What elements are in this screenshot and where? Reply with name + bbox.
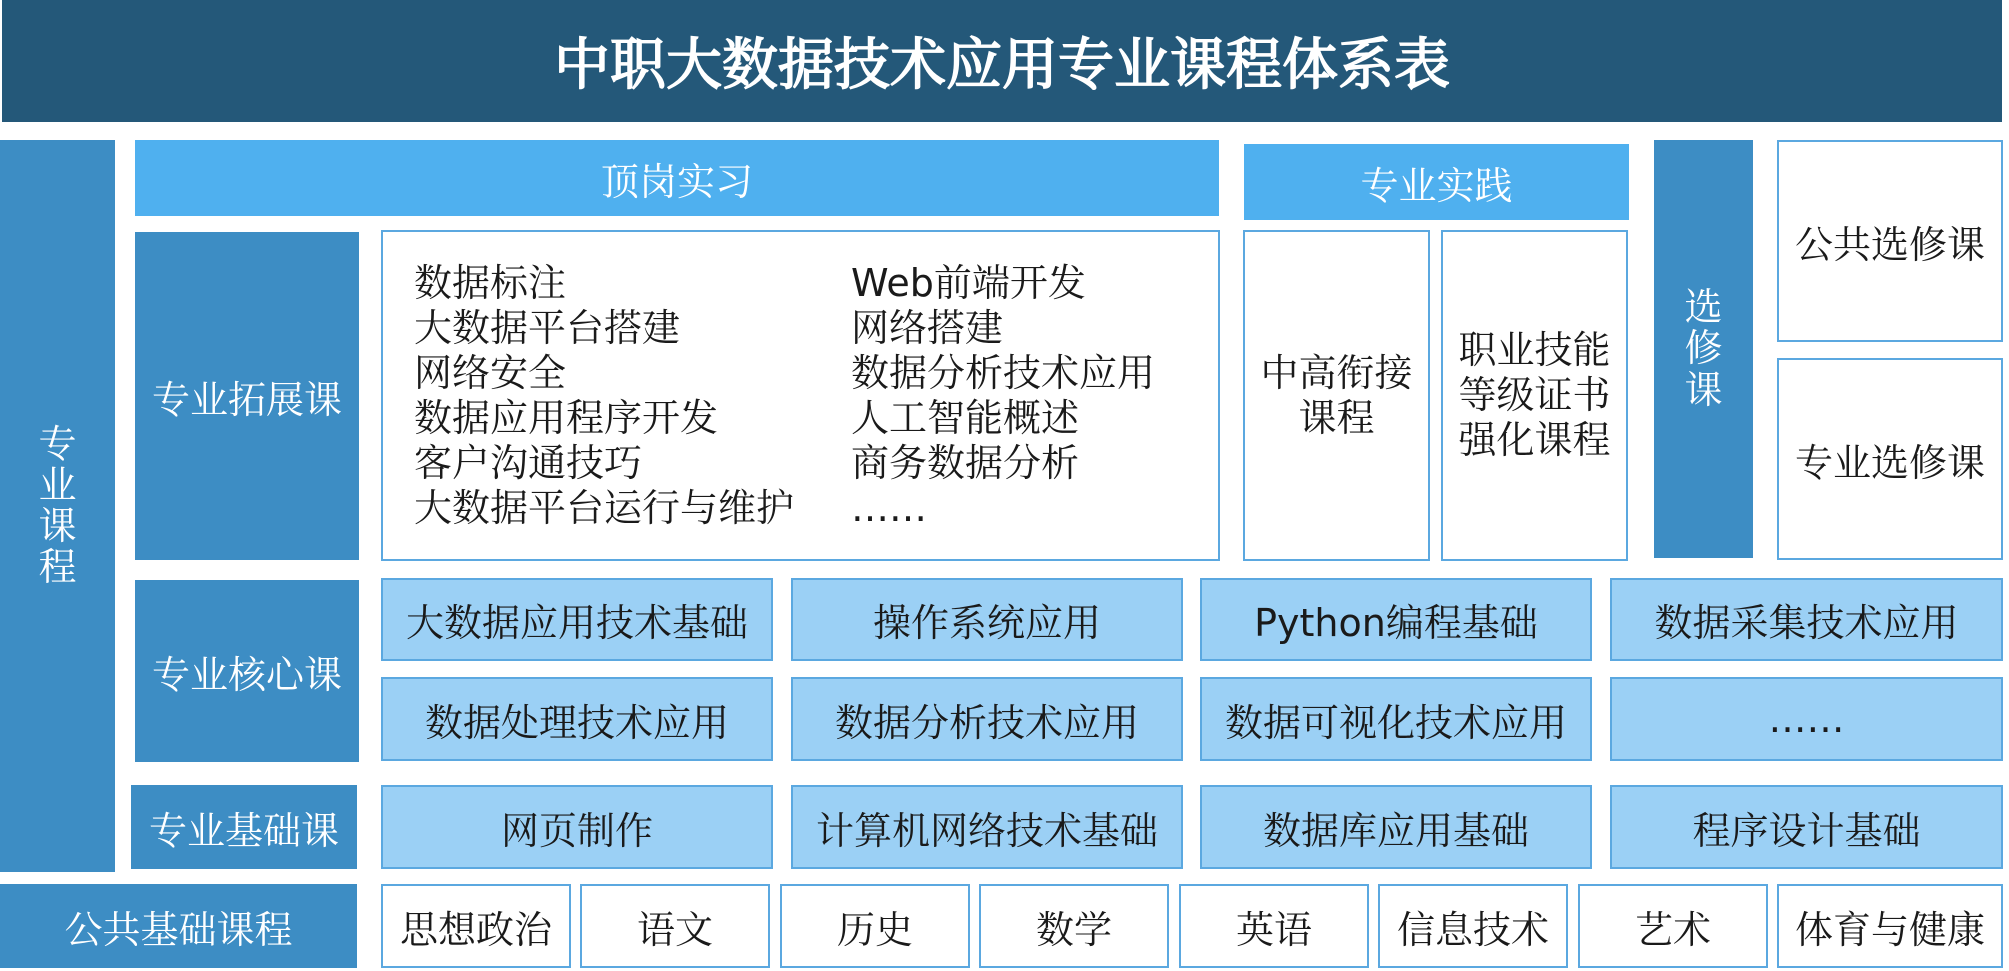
public-electives-box: 公共选修课 <box>1777 140 2003 342</box>
professional-courses-char <box>38 421 77 590</box>
extension-courses-label: 专业拓展课 <box>135 232 359 560</box>
vertical-label-char: 课 <box>1684 367 1723 412</box>
public-foundation-label: 公共基础课程 <box>0 884 357 968</box>
vertical-label-char: 课 <box>38 504 77 548</box>
bridge-course-line: 课程 <box>1298 395 1375 440</box>
core-course-item: 数据采集技术应用 <box>1610 578 2003 661</box>
list-item: …… <box>851 486 927 530</box>
public-course-item: 信息技术 <box>1378 884 1568 968</box>
public-course-item: 英语 <box>1179 884 1369 968</box>
list-item: 网络搭建 <box>851 306 1004 350</box>
foundation-course-item: 计算机网络技术基础 <box>791 785 1183 869</box>
vertical-label-char: 程 <box>38 545 77 590</box>
vertical-label-char: 修 <box>1684 326 1723 371</box>
core-course-item: Python编程基础 <box>1200 578 1592 661</box>
foundation-courses-label: 专业基础课 <box>131 785 357 869</box>
certificate-course-box <box>1441 230 1628 561</box>
core-course-item: 操作系统应用 <box>791 578 1183 661</box>
list-item: 大数据平台运行与维护 <box>414 486 795 530</box>
core-course-item: …… <box>1610 677 2003 761</box>
list-item: 客户沟通技巧 <box>414 441 643 485</box>
list-item: 数据分析技术应用 <box>851 351 1156 395</box>
internship-bar: 顶岗实习 <box>135 140 1219 216</box>
bridge-course-box <box>1243 230 1430 561</box>
vertical-label-char: 选 <box>1684 285 1723 330</box>
foundation-course-item: 程序设计基础 <box>1610 785 2003 869</box>
list-item: 人工智能概述 <box>851 396 1080 440</box>
list-item: 数据应用程序开发 <box>414 396 719 440</box>
core-course-item: 数据分析技术应用 <box>791 677 1183 761</box>
bridge-course-line: 中高衔接 <box>1260 350 1413 395</box>
foundation-course-item: 数据库应用基础 <box>1200 785 1592 869</box>
vertical-label-char: 业 <box>38 462 77 507</box>
public-course-item: 语文 <box>580 884 770 968</box>
certificate-course-line: 等级证书 <box>1458 373 1611 417</box>
certificate-course-line: 强化课程 <box>1458 418 1611 462</box>
list-item: Web前端开发 <box>851 261 1086 305</box>
professional-practice-bar: 专业实践 <box>1244 144 1629 220</box>
core-course-item: 数据处理技术应用 <box>381 677 773 761</box>
core-courses-label: 专业核心课 <box>135 580 359 762</box>
electives-char <box>1684 287 1722 410</box>
extension-list-col2 <box>851 261 1155 531</box>
extension-list-col1 <box>414 261 794 531</box>
list-item: 大数据平台搭建 <box>414 306 681 350</box>
list-item: 商务数据分析 <box>851 441 1080 485</box>
certificate-course-line: 职业技能 <box>1458 328 1611 372</box>
vertical-label-char: 专 <box>38 421 77 466</box>
public-course-item: 艺术 <box>1578 884 1768 968</box>
professional-electives-box: 专业选修课 <box>1777 358 2003 560</box>
public-course-item: 历史 <box>780 884 970 968</box>
page-title: 中职大数据技术应用专业课程体系表 <box>2 0 2002 122</box>
professional-courses-label <box>0 140 115 872</box>
public-course-item: 思想政治 <box>381 884 571 968</box>
public-course-item: 数学 <box>979 884 1169 968</box>
core-course-item: 大数据应用技术基础 <box>381 578 773 661</box>
list-item: 数据标注 <box>414 261 567 305</box>
electives-label <box>1654 140 1753 558</box>
core-course-item: 数据可视化技术应用 <box>1200 677 1592 761</box>
public-course-item: 体育与健康 <box>1777 884 2003 968</box>
list-item: 网络安全 <box>414 351 567 395</box>
foundation-course-item: 网页制作 <box>381 785 773 869</box>
